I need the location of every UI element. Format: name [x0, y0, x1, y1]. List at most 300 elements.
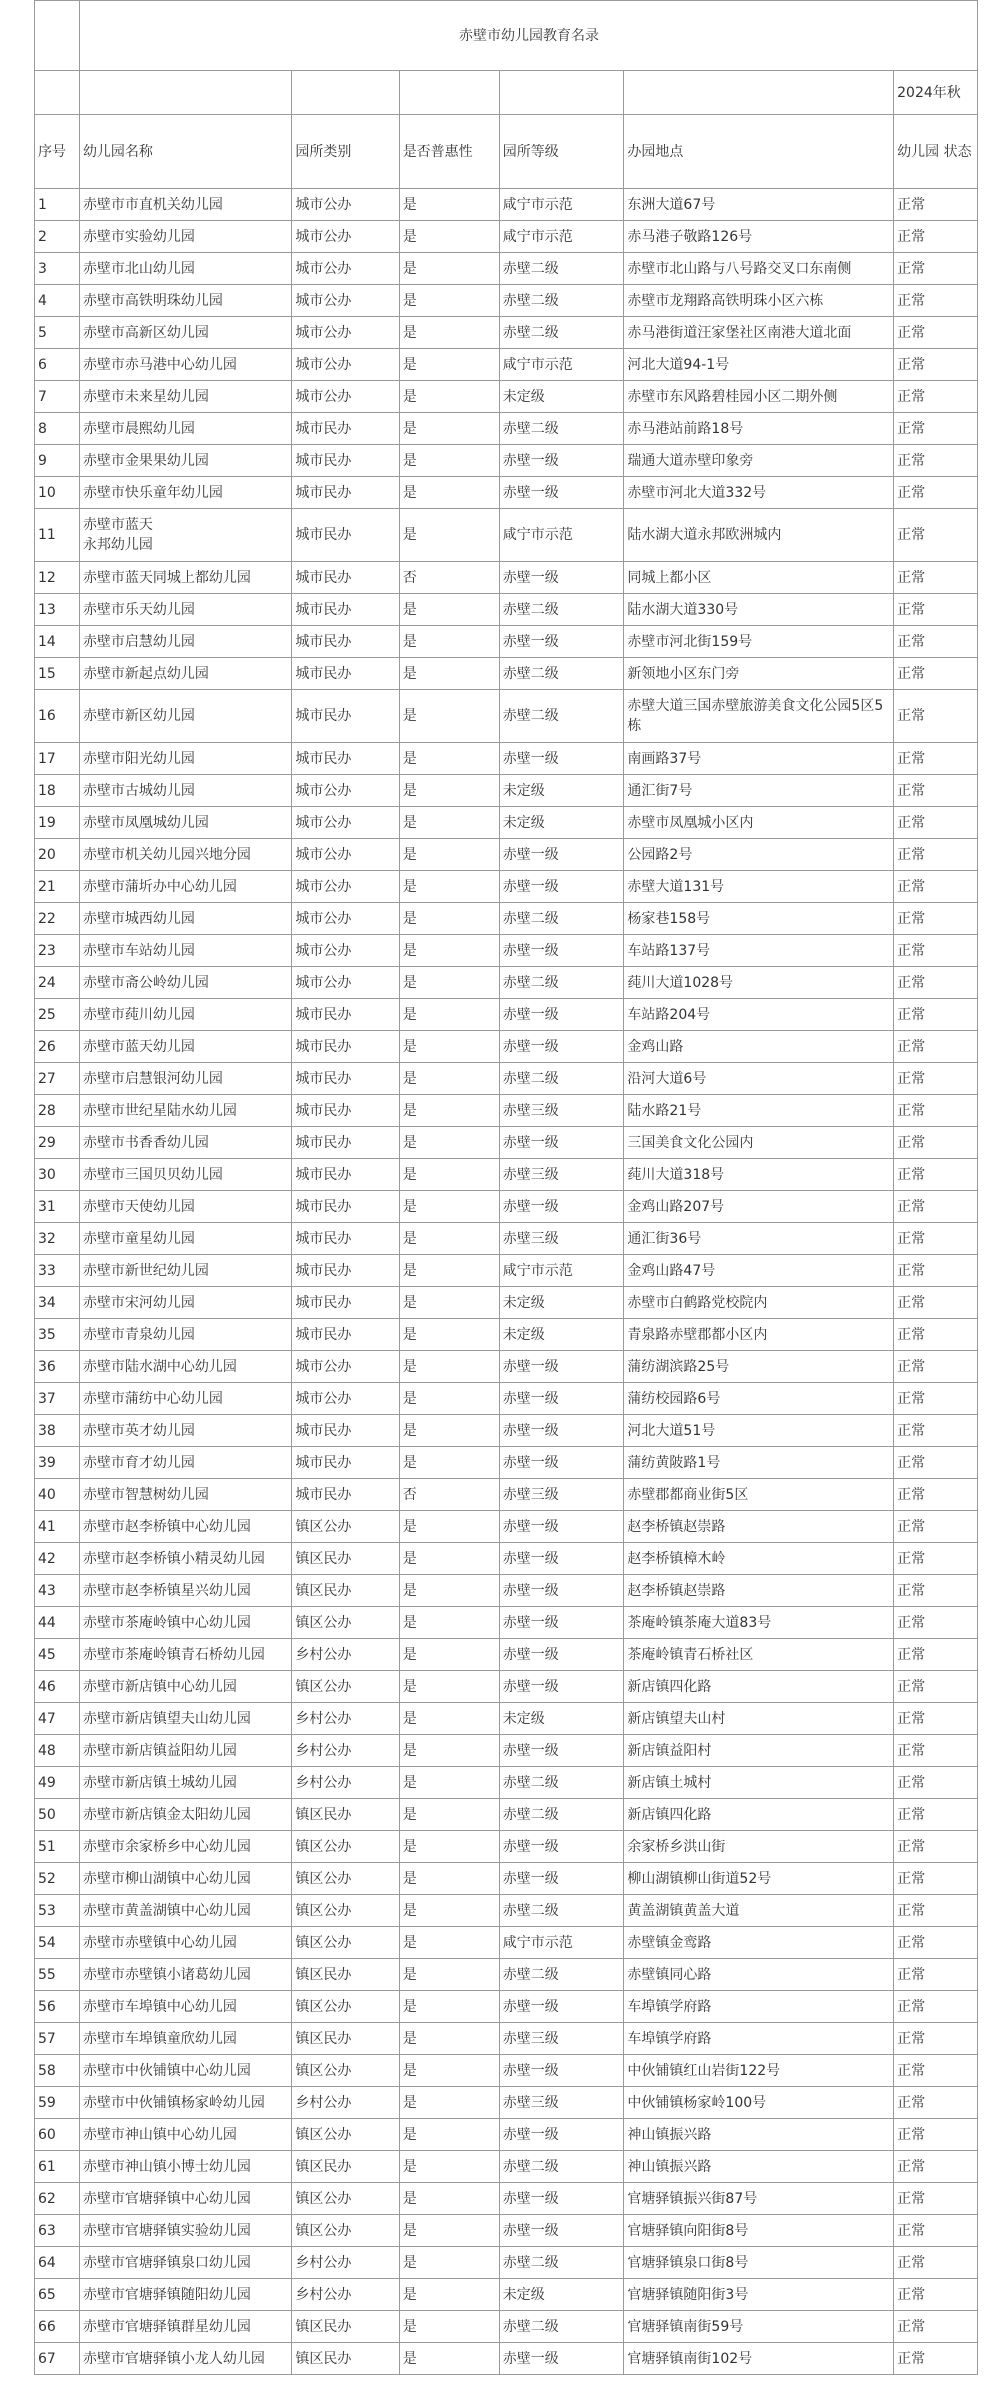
grade-cell: 赤壁一级 — [499, 1351, 624, 1383]
grade-cell: 未定级 — [499, 1319, 624, 1351]
status-cell: 正常 — [894, 743, 978, 775]
table-row — [35, 594, 978, 626]
address-cell: 官塘驿镇南街102号 — [624, 2343, 894, 2375]
kindergarten-name-cell: 赤壁市赤壁镇中心幼儿园 — [79, 1927, 291, 1959]
kindergarten-name-cell: 赤壁市凤凰城幼儿园 — [79, 807, 291, 839]
address-cell: 瑞通大道赤壁印象旁 — [624, 445, 894, 477]
status-cell: 正常 — [894, 221, 978, 253]
category-cell: 镇区公办 — [292, 1991, 399, 2023]
category-cell: 城市民办 — [292, 626, 399, 658]
grade-cell: 赤壁一级 — [499, 1031, 624, 1063]
status-cell: 正常 — [894, 1255, 978, 1287]
inclusive-flag-cell: 是 — [399, 1767, 499, 1799]
kindergarten-name-cell: 赤壁市赵李桥镇中心幼儿园 — [79, 1511, 291, 1543]
grade-cell: 赤壁二级 — [499, 903, 624, 935]
grade-cell: 咸宁市示范 — [499, 1927, 624, 1959]
address-cell: 车埠镇学府路 — [624, 1991, 894, 2023]
table-row — [35, 1831, 978, 1863]
table-row — [35, 1767, 978, 1799]
table-row — [35, 1511, 978, 1543]
address-cell: 蒲纺黄陂路1号 — [624, 1447, 894, 1479]
kindergarten-name-cell: 赤壁市官塘驿镇小龙人幼儿园 — [79, 2343, 291, 2375]
kindergarten-name-cell: 赤壁市市直机关幼儿园 — [79, 189, 291, 221]
category-cell: 城市民办 — [292, 1255, 399, 1287]
status-cell: 正常 — [894, 2279, 978, 2311]
grade-cell: 赤壁一级 — [499, 445, 624, 477]
category-cell: 城市民办 — [292, 477, 399, 509]
kindergarten-name-cell: 赤壁市实验幼儿园 — [79, 221, 291, 253]
grade-cell: 赤壁二级 — [499, 2151, 624, 2183]
kindergarten-name-cell: 赤壁市莼川幼儿园 — [79, 999, 291, 1031]
table-row — [35, 2247, 978, 2279]
inclusive-flag-cell: 是 — [399, 1287, 499, 1319]
row-index-cell: 16 — [35, 690, 80, 743]
grade-cell: 赤壁一级 — [499, 1639, 624, 1671]
row-index-cell: 61 — [35, 2151, 80, 2183]
table-row — [35, 775, 978, 807]
row-index-cell: 21 — [35, 871, 80, 903]
table-row — [35, 1543, 978, 1575]
inclusive-flag-cell: 是 — [399, 1415, 499, 1447]
inclusive-flag-cell: 是 — [399, 221, 499, 253]
row-index-cell: 32 — [35, 1223, 80, 1255]
address-cell: 柳山湖镇柳山街道52号 — [624, 1863, 894, 1895]
address-cell: 赤壁市河北大道332号 — [624, 477, 894, 509]
status-cell: 正常 — [894, 1927, 978, 1959]
kindergarten-name-cell: 赤壁市古城幼儿园 — [79, 775, 291, 807]
category-cell: 镇区公办 — [292, 2183, 399, 2215]
inclusive-flag-cell: 是 — [399, 2055, 499, 2087]
address-cell: 金鸡山路 — [624, 1031, 894, 1063]
table-row — [35, 562, 978, 594]
status-cell: 正常 — [894, 807, 978, 839]
row-index-cell: 40 — [35, 1479, 80, 1511]
inclusive-flag-cell: 是 — [399, 743, 499, 775]
table-row — [35, 2183, 978, 2215]
inclusive-flag-cell: 是 — [399, 2119, 499, 2151]
status-cell: 正常 — [894, 1639, 978, 1671]
kindergarten-name-cell: 赤壁市育才幼儿园 — [79, 1447, 291, 1479]
table-row — [35, 477, 978, 509]
inclusive-flag-cell: 是 — [399, 349, 499, 381]
kindergarten-name-cell: 赤壁市官塘驿镇中心幼儿园 — [79, 2183, 291, 2215]
header-row — [35, 115, 978, 189]
row-index-cell: 45 — [35, 1639, 80, 1671]
address-cell: 赤壁市凤凰城小区内 — [624, 807, 894, 839]
address-cell: 官塘驿镇南街59号 — [624, 2311, 894, 2343]
kindergarten-name-cell: 赤壁市车埠镇童欣幼儿园 — [79, 2023, 291, 2055]
table-row — [35, 935, 978, 967]
category-cell: 城市公办 — [292, 935, 399, 967]
address-cell: 同城上都小区 — [624, 562, 894, 594]
inclusive-flag-cell: 是 — [399, 999, 499, 1031]
kindergarten-name-cell: 赤壁市晨熙幼儿园 — [79, 413, 291, 445]
status-cell: 正常 — [894, 1703, 978, 1735]
kindergarten-name-cell: 赤壁市新店镇金太阳幼儿园 — [79, 1799, 291, 1831]
grade-cell: 赤壁三级 — [499, 2087, 624, 2119]
kindergarten-name-cell: 赤壁市官塘驿镇实验幼儿园 — [79, 2215, 291, 2247]
header-grade: 园所等级 — [499, 115, 624, 189]
inclusive-flag-cell: 是 — [399, 1671, 499, 1703]
status-cell: 正常 — [894, 413, 978, 445]
inclusive-flag-cell: 是 — [399, 871, 499, 903]
table-row — [35, 2119, 978, 2151]
row-index-cell: 64 — [35, 2247, 80, 2279]
inclusive-flag-cell: 是 — [399, 381, 499, 413]
status-cell: 正常 — [894, 1735, 978, 1767]
inclusive-flag-cell: 是 — [399, 967, 499, 999]
inclusive-flag-cell: 是 — [399, 2087, 499, 2119]
empty-cell — [79, 71, 291, 115]
category-cell: 城市公办 — [292, 317, 399, 349]
kindergarten-name-cell: 赤壁市新区幼儿园 — [79, 690, 291, 743]
row-index-cell: 15 — [35, 658, 80, 690]
address-cell: 赤壁市龙翔路高铁明珠小区六栋 — [624, 285, 894, 317]
inclusive-flag-cell: 是 — [399, 2247, 499, 2279]
inclusive-flag-cell: 是 — [399, 1831, 499, 1863]
category-cell: 城市公办 — [292, 381, 399, 413]
grade-cell: 赤壁一级 — [499, 999, 624, 1031]
category-cell: 镇区民办 — [292, 1799, 399, 1831]
empty-cell — [292, 71, 399, 115]
kindergarten-name-cell: 赤壁市神山镇中心幼儿园 — [79, 2119, 291, 2151]
category-cell: 镇区公办 — [292, 1671, 399, 1703]
address-cell: 新店镇望夫山村 — [624, 1703, 894, 1735]
status-cell: 正常 — [894, 1959, 978, 1991]
row-index-cell: 13 — [35, 594, 80, 626]
grade-cell: 赤壁三级 — [499, 1223, 624, 1255]
kindergarten-name-cell: 赤壁市赤马港中心幼儿园 — [79, 349, 291, 381]
row-index-cell: 14 — [35, 626, 80, 658]
address-cell: 余家桥乡洪山街 — [624, 1831, 894, 1863]
address-cell: 赤壁市白鹤路党校院内 — [624, 1287, 894, 1319]
address-cell: 茶庵岭镇茶庵大道83号 — [624, 1607, 894, 1639]
row-index-cell: 54 — [35, 1927, 80, 1959]
category-cell: 城市民办 — [292, 1287, 399, 1319]
grade-cell: 赤壁三级 — [499, 2023, 624, 2055]
row-index-cell: 67 — [35, 2343, 80, 2375]
status-cell: 正常 — [894, 1159, 978, 1191]
table-row — [35, 221, 978, 253]
table-row — [35, 413, 978, 445]
address-cell: 赤壁大道131号 — [624, 871, 894, 903]
kindergarten-name-cell: 赤壁市黄盖湖镇中心幼儿园 — [79, 1895, 291, 1927]
table-row — [35, 626, 978, 658]
grade-cell: 赤壁一级 — [499, 1607, 624, 1639]
grade-cell: 未定级 — [499, 807, 624, 839]
grade-cell: 赤壁一级 — [499, 1127, 624, 1159]
table-row — [35, 1255, 978, 1287]
grade-cell: 赤壁一级 — [499, 2055, 624, 2087]
inclusive-flag-cell: 是 — [399, 1543, 499, 1575]
table-row — [35, 2215, 978, 2247]
inclusive-flag-cell: 是 — [399, 1799, 499, 1831]
row-index-cell: 38 — [35, 1415, 80, 1447]
inclusive-flag-cell: 是 — [399, 285, 499, 317]
address-cell: 青泉路赤壁郡都小区内 — [624, 1319, 894, 1351]
category-cell: 城市公办 — [292, 871, 399, 903]
row-index-cell: 65 — [35, 2279, 80, 2311]
address-cell: 赤壁郡都商业街5区 — [624, 1479, 894, 1511]
kindergarten-name-cell: 赤壁市蒲圻办中心幼儿园 — [79, 871, 291, 903]
table-row — [35, 1959, 978, 1991]
status-cell: 正常 — [894, 775, 978, 807]
grade-cell: 赤壁二级 — [499, 1063, 624, 1095]
inclusive-flag-cell: 是 — [399, 1031, 499, 1063]
category-cell: 城市民办 — [292, 1063, 399, 1095]
header-name: 幼儿园名称 — [79, 115, 291, 189]
table-row — [35, 1863, 978, 1895]
status-cell: 正常 — [894, 2247, 978, 2279]
category-cell: 城市民办 — [292, 690, 399, 743]
category-cell: 乡村公办 — [292, 2087, 399, 2119]
grade-cell: 赤壁二级 — [499, 1895, 624, 1927]
category-cell: 镇区民办 — [292, 1959, 399, 1991]
address-cell: 新店镇益阳村 — [624, 1735, 894, 1767]
inclusive-flag-cell: 是 — [399, 807, 499, 839]
kindergarten-name-cell: 赤壁市官塘驿镇群星幼儿园 — [79, 2311, 291, 2343]
grade-cell: 赤壁二级 — [499, 2247, 624, 2279]
row-index-cell: 51 — [35, 1831, 80, 1863]
grade-cell: 赤壁二级 — [499, 1767, 624, 1799]
table-row — [35, 1287, 978, 1319]
row-index-cell: 62 — [35, 2183, 80, 2215]
grade-cell: 赤壁一级 — [499, 1575, 624, 1607]
row-index-cell: 56 — [35, 1991, 80, 2023]
row-index-cell: 27 — [35, 1063, 80, 1095]
table-row — [35, 839, 978, 871]
table-row — [35, 2023, 978, 2055]
kindergarten-name-cell: 赤壁市青泉幼儿园 — [79, 1319, 291, 1351]
table-row — [35, 1991, 978, 2023]
grade-cell: 赤壁一级 — [499, 1831, 624, 1863]
title-row — [35, 1, 978, 71]
row-index-cell: 31 — [35, 1191, 80, 1223]
table-row — [35, 1639, 978, 1671]
grade-cell: 赤壁二级 — [499, 1959, 624, 1991]
grade-cell: 赤壁一级 — [499, 2215, 624, 2247]
table-row — [35, 1447, 978, 1479]
category-cell: 镇区民办 — [292, 2311, 399, 2343]
kindergarten-name-cell: 赤壁市新店镇土城幼儿园 — [79, 1767, 291, 1799]
row-index-cell: 5 — [35, 317, 80, 349]
category-cell: 乡村公办 — [292, 1735, 399, 1767]
row-index-cell: 59 — [35, 2087, 80, 2119]
inclusive-flag-cell: 是 — [399, 1959, 499, 1991]
kindergarten-name-cell: 赤壁市蒲纺中心幼儿园 — [79, 1383, 291, 1415]
table-row — [35, 658, 978, 690]
table-row — [35, 2343, 978, 2375]
kindergarten-name-cell: 赤壁市未来星幼儿园 — [79, 381, 291, 413]
inclusive-flag-cell: 是 — [399, 509, 499, 562]
grade-cell: 赤壁一级 — [499, 1415, 624, 1447]
status-cell: 正常 — [894, 1831, 978, 1863]
table-row — [35, 871, 978, 903]
grade-cell: 赤壁一级 — [499, 935, 624, 967]
kindergarten-name-cell: 赤壁市天使幼儿园 — [79, 1191, 291, 1223]
table-row — [35, 1479, 978, 1511]
kindergarten-name-cell: 赤壁市新世纪幼儿园 — [79, 1255, 291, 1287]
address-cell: 新店镇土城村 — [624, 1767, 894, 1799]
address-cell: 新店镇四化路 — [624, 1671, 894, 1703]
row-index-cell: 58 — [35, 2055, 80, 2087]
address-cell: 金鸡山路207号 — [624, 1191, 894, 1223]
kindergarten-name-cell: 赤壁市书香香幼儿园 — [79, 1127, 291, 1159]
row-index-cell: 53 — [35, 1895, 80, 1927]
inclusive-flag-cell: 是 — [399, 1511, 499, 1543]
inclusive-flag-cell: 是 — [399, 658, 499, 690]
grade-cell: 赤壁二级 — [499, 285, 624, 317]
address-cell: 车埠镇学府路 — [624, 2023, 894, 2055]
grade-cell: 赤壁三级 — [499, 1095, 624, 1127]
table-row — [35, 2279, 978, 2311]
row-index-cell: 8 — [35, 413, 80, 445]
category-cell: 乡村公办 — [292, 2279, 399, 2311]
status-cell: 正常 — [894, 967, 978, 999]
category-cell: 镇区民办 — [292, 2343, 399, 2375]
table-row — [35, 1319, 978, 1351]
inclusive-flag-cell: 是 — [399, 253, 499, 285]
status-cell: 正常 — [894, 1799, 978, 1831]
kindergarten-name-cell: 赤壁市赤壁镇小诸葛幼儿园 — [79, 1959, 291, 1991]
year-label: 2024年秋 — [894, 71, 978, 115]
row-index-cell: 41 — [35, 1511, 80, 1543]
address-cell: 杨家巷158号 — [624, 903, 894, 935]
table-row — [35, 253, 978, 285]
address-cell: 官塘驿镇随阳街3号 — [624, 2279, 894, 2311]
row-index-cell: 34 — [35, 1287, 80, 1319]
table-row — [35, 807, 978, 839]
table-row — [35, 1383, 978, 1415]
inclusive-flag-cell: 是 — [399, 594, 499, 626]
address-cell: 赤壁镇同心路 — [624, 1959, 894, 1991]
status-cell: 正常 — [894, 562, 978, 594]
row-index-cell: 6 — [35, 349, 80, 381]
address-cell: 赤马港子敬路126号 — [624, 221, 894, 253]
table-row — [35, 1671, 978, 1703]
inclusive-flag-cell: 是 — [399, 1223, 499, 1255]
row-index-cell: 9 — [35, 445, 80, 477]
address-cell: 赤马港街道汪家堡社区南港大道北面 — [624, 317, 894, 349]
address-cell: 莼川大道1028号 — [624, 967, 894, 999]
address-cell: 赤壁镇金鸾路 — [624, 1927, 894, 1959]
header-address: 办园地点 — [624, 115, 894, 189]
inclusive-flag-cell: 是 — [399, 1319, 499, 1351]
grade-cell: 咸宁市示范 — [499, 221, 624, 253]
kindergarten-name-cell: 赤壁市陆水湖中心幼儿园 — [79, 1351, 291, 1383]
address-cell: 公园路2号 — [624, 839, 894, 871]
status-cell: 正常 — [894, 1543, 978, 1575]
kindergarten-name-cell: 赤壁市英才幼儿园 — [79, 1415, 291, 1447]
grade-cell: 咸宁市示范 — [499, 1255, 624, 1287]
kindergarten-name-cell: 赤壁市乐天幼儿园 — [79, 594, 291, 626]
kindergarten-name-cell: 赤壁市中伙铺镇中心幼儿园 — [79, 2055, 291, 2087]
table-row — [35, 1191, 978, 1223]
category-cell: 城市民办 — [292, 658, 399, 690]
kindergarten-name-cell: 赤壁市快乐童年幼儿园 — [79, 477, 291, 509]
inclusive-flag-cell: 是 — [399, 935, 499, 967]
grade-cell: 未定级 — [499, 775, 624, 807]
grade-cell: 赤壁一级 — [499, 2183, 624, 2215]
status-cell: 正常 — [894, 658, 978, 690]
inclusive-flag-cell: 是 — [399, 1735, 499, 1767]
row-index-cell: 11 — [35, 509, 80, 562]
status-cell: 正常 — [894, 445, 978, 477]
grade-cell: 赤壁一级 — [499, 743, 624, 775]
status-cell: 正常 — [894, 2087, 978, 2119]
status-cell: 正常 — [894, 1863, 978, 1895]
address-cell: 金鸡山路47号 — [624, 1255, 894, 1287]
grade-cell: 赤壁一级 — [499, 1671, 624, 1703]
grade-cell: 赤壁一级 — [499, 1543, 624, 1575]
address-cell: 通汇街7号 — [624, 775, 894, 807]
status-cell: 正常 — [894, 626, 978, 658]
row-index-cell: 4 — [35, 285, 80, 317]
category-cell: 镇区公办 — [292, 1607, 399, 1639]
grade-cell: 赤壁二级 — [499, 967, 624, 999]
row-index-cell: 19 — [35, 807, 80, 839]
kindergarten-directory-table — [34, 0, 978, 2375]
category-cell: 城市民办 — [292, 445, 399, 477]
table-row — [35, 1927, 978, 1959]
status-cell: 正常 — [894, 1063, 978, 1095]
inclusive-flag-cell: 是 — [399, 626, 499, 658]
table-row — [35, 2087, 978, 2119]
row-index-cell: 7 — [35, 381, 80, 413]
status-cell: 正常 — [894, 1127, 978, 1159]
table-row — [35, 445, 978, 477]
table-row — [35, 1607, 978, 1639]
header-index: 序号 — [35, 115, 80, 189]
row-index-cell: 35 — [35, 1319, 80, 1351]
row-index-cell: 39 — [35, 1447, 80, 1479]
inclusive-flag-cell: 是 — [399, 1127, 499, 1159]
grade-cell: 赤壁三级 — [499, 1479, 624, 1511]
kindergarten-name-cell: 赤壁市车站幼儿园 — [79, 935, 291, 967]
status-cell: 正常 — [894, 2151, 978, 2183]
category-cell: 城市公办 — [292, 221, 399, 253]
status-cell: 正常 — [894, 1991, 978, 2023]
category-cell: 镇区公办 — [292, 1511, 399, 1543]
status-cell: 正常 — [894, 317, 978, 349]
kindergarten-name-cell: 赤壁市智慧树幼儿园 — [79, 1479, 291, 1511]
kindergarten-name-cell: 赤壁市神山镇小博士幼儿园 — [79, 2151, 291, 2183]
status-cell: 正常 — [894, 1671, 978, 1703]
kindergarten-name-cell: 赤壁市蓝天 永邦幼儿园 — [79, 509, 291, 562]
category-cell: 乡村公办 — [292, 1703, 399, 1735]
category-cell: 乡村公办 — [292, 1767, 399, 1799]
row-index-cell: 24 — [35, 967, 80, 999]
inclusive-flag-cell: 是 — [399, 477, 499, 509]
table-row — [35, 967, 978, 999]
row-index-cell: 47 — [35, 1703, 80, 1735]
address-cell: 莼川大道318号 — [624, 1159, 894, 1191]
grade-cell: 赤壁一级 — [499, 1447, 624, 1479]
kindergarten-name-cell: 赤壁市三国贝贝幼儿园 — [79, 1159, 291, 1191]
category-cell: 镇区公办 — [292, 1895, 399, 1927]
address-cell: 官塘驿镇振兴街87号 — [624, 2183, 894, 2215]
address-cell: 赤壁市北山路与八号路交叉口东南侧 — [624, 253, 894, 285]
table-row — [35, 1735, 978, 1767]
grade-cell: 赤壁一级 — [499, 1511, 624, 1543]
inclusive-flag-cell: 是 — [399, 1063, 499, 1095]
address-cell: 赵李桥镇樟木岭 — [624, 1543, 894, 1575]
status-cell: 正常 — [894, 1575, 978, 1607]
inclusive-flag-cell: 是 — [399, 2343, 499, 2375]
status-cell: 正常 — [894, 1383, 978, 1415]
status-cell: 正常 — [894, 1479, 978, 1511]
status-cell: 正常 — [894, 189, 978, 221]
